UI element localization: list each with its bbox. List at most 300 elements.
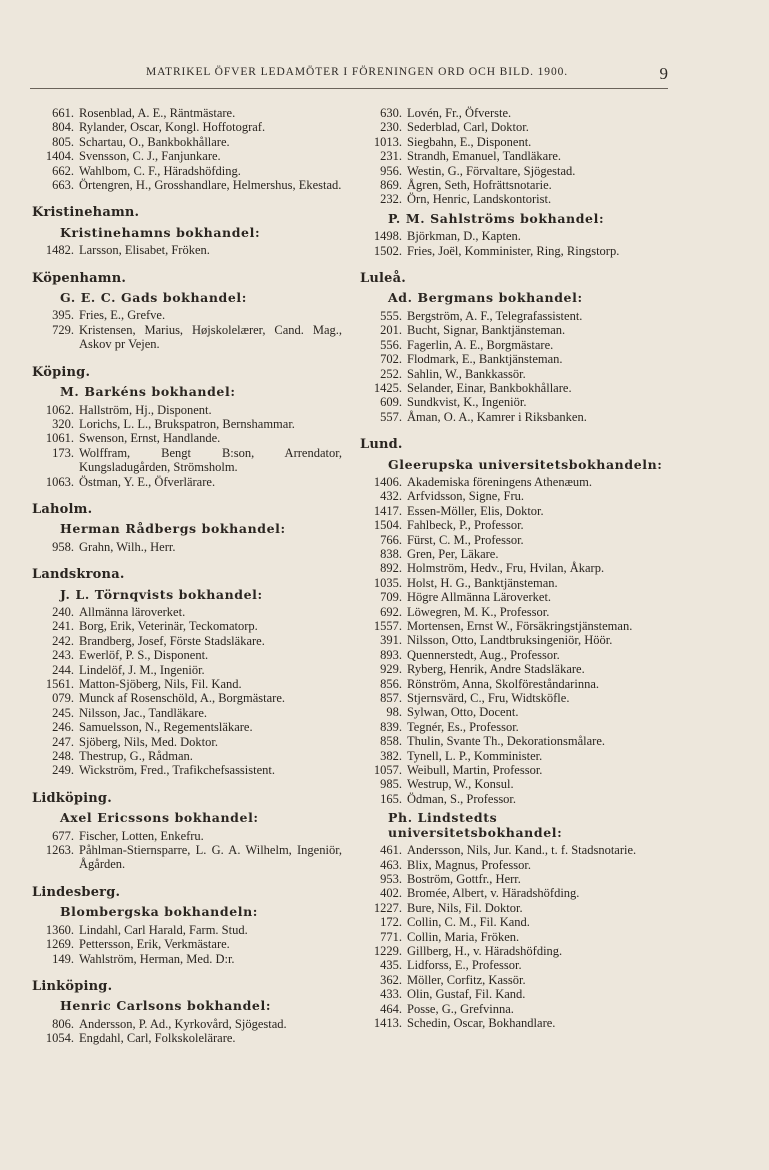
member-number: 249. (52, 763, 74, 778)
member-entry (32, 706, 342, 720)
member-name: Lindahl, Carl Harald, Farm. Stud. (79, 922, 248, 937)
member-name: Bergström, A. F., Telegrafassistent. (407, 308, 583, 323)
member-entry (32, 164, 342, 178)
member-number: 893. (380, 647, 402, 662)
member-entry (360, 338, 670, 352)
member-number: 1406. (373, 474, 402, 489)
section-block (360, 272, 670, 424)
member-name: Olin, Gustaf, Fil. Kand. (407, 987, 526, 1002)
member-number: 1482. (45, 243, 74, 258)
member-name: Wahlbom, C. F., Häradshöfding. (79, 163, 241, 178)
city-heading: Lidköping. (32, 790, 112, 806)
bookshop-heading: Gleerupska universitetsbokhandeln: (388, 456, 663, 472)
member-number: 692. (380, 604, 402, 619)
member-entry (32, 749, 342, 763)
member-number: 661. (52, 106, 74, 120)
member-number: 1561. (45, 677, 74, 691)
member-name: Lovén, Fr., Öfverste. (407, 106, 512, 120)
member-name: Siegbahn, E., Disponent. (407, 134, 532, 149)
member-number: 242. (52, 633, 74, 648)
member-name: Fürst, C. M., Professor. (407, 532, 524, 547)
member-number: 956. (380, 163, 402, 178)
member-number: 839. (380, 719, 402, 734)
member-name: Munck af Rosenschöld, A., Borgmästare. (79, 691, 285, 706)
member-number: 172. (380, 915, 402, 930)
member-name: Samuelsson, N., Regementsläkare. (79, 720, 253, 735)
member-entry (32, 720, 342, 734)
member-entry (360, 309, 670, 323)
member-number: 805. (52, 134, 74, 149)
bookshop-heading: G. E. C. Gads bokhandel: (60, 290, 247, 306)
section-block (360, 212, 670, 258)
bookshop-heading: Axel Ericssons bokhandel: (60, 810, 259, 826)
member-entry (360, 135, 670, 149)
member-entry (360, 619, 670, 633)
section-block (360, 811, 670, 1030)
member-entry (360, 749, 670, 763)
member-entry (360, 410, 670, 424)
member-number: 252. (380, 366, 402, 381)
member-number: 556. (380, 337, 402, 352)
member-name: Gren, Per, Läkare. (407, 546, 499, 561)
member-name: Wickström, Fred., Trafikchefsassistent. (79, 763, 276, 778)
member-name: Bucht, Signar, Banktjänsteman. (407, 323, 566, 338)
member-number: 1035. (373, 575, 402, 590)
member-number: 662. (52, 163, 74, 178)
section-block (32, 503, 342, 554)
member-number: 1063. (45, 474, 74, 489)
member-name: Westrup, W., Konsul. (407, 777, 514, 792)
member-number: 869. (380, 178, 402, 193)
section-block (32, 792, 342, 872)
member-name: Westin, G., Förvaltare, Sjögestad. (407, 163, 576, 178)
member-number: 464. (380, 1001, 402, 1016)
member-entry (360, 705, 670, 719)
member-name: Ewerlöf, P. S., Disponent. (79, 648, 209, 663)
member-number: 806. (52, 1016, 74, 1031)
bookshop-heading: Kristinehamns bokhandel: (60, 224, 261, 240)
member-number: 382. (380, 748, 402, 763)
section-block (32, 886, 342, 966)
member-name: Kristensen, Marius, Højskolelærer, Cand. Mag., Askov pr Vejen. (79, 322, 342, 352)
member-number: 402. (380, 886, 402, 901)
member-number: 663. (52, 178, 74, 193)
member-number: 247. (52, 734, 74, 749)
member-name: Svensson, C. J., Fanjunkare. (79, 149, 221, 164)
member-entry (360, 352, 670, 366)
member-entry (360, 973, 670, 987)
member-name: Fahlbeck, P., Professor. (407, 518, 524, 533)
member-entry (32, 540, 342, 554)
bookshop-heading: Ad. Bergmans bokhandel: (388, 290, 583, 306)
member-name: Flodmark, E., Banktjänsteman. (407, 352, 563, 367)
member-number: 892. (380, 561, 402, 576)
member-name: Örn, Henric, Landskontorist. (407, 192, 552, 207)
member-entry (360, 987, 670, 1001)
member-entry (360, 178, 670, 192)
member-name: Schartau, O., Bankbokhållare. (79, 134, 230, 149)
member-number: 201. (380, 323, 402, 338)
member-number: 320. (52, 416, 74, 431)
member-entry (32, 763, 342, 777)
member-number: 241. (52, 619, 74, 634)
member-entry (360, 777, 670, 791)
member-number: 232. (380, 192, 402, 207)
member-number: 838. (380, 546, 402, 561)
member-entry (360, 605, 670, 619)
member-name: Collin, Maria, Fröken. (407, 929, 520, 944)
member-entry (360, 648, 670, 662)
member-number: 557. (380, 409, 402, 424)
member-name: Schedin, Oscar, Bokhandlare. (407, 1015, 556, 1030)
member-entry (360, 590, 670, 604)
member-number: 630. (380, 106, 402, 120)
running-header: MATRIKEL ÖFVER LEDAMÖTER I FÖRENINGEN ORD OCH BILD. 1900. (145, 66, 569, 78)
member-number: 804. (52, 120, 74, 135)
member-number: 1557. (373, 619, 402, 633)
member-entry (360, 192, 670, 206)
member-name: Matton-Sjöberg, Nils, Fil. Kand. (79, 677, 242, 691)
city-heading: Lindesberg. (32, 884, 121, 900)
section-block (32, 568, 342, 778)
member-number: 433. (380, 987, 402, 1002)
member-name: Nilsson, Jac., Tandläkare. (79, 705, 208, 720)
member-name: Lidforss, E., Professor. (407, 958, 522, 973)
member-entry (360, 547, 670, 561)
member-name: Nilsson, Otto, Landtbruksingeniör, Höör. (407, 633, 613, 648)
member-number: 244. (52, 662, 74, 677)
member-number: 1504. (373, 518, 402, 533)
member-number: 985. (380, 777, 402, 792)
member-name: Tynell, L. P., Komminister. (407, 748, 543, 763)
bookshop-heading: Ph. Lindstedts universitetsbokhandel: (388, 810, 563, 840)
member-name: Sylwan, Otto, Docent. (407, 705, 519, 720)
member-number: 1502. (373, 243, 402, 258)
member-name: Hallström, Hj., Disponent. (79, 402, 212, 417)
member-number: 362. (380, 972, 402, 987)
member-number: 461. (380, 843, 402, 858)
member-entry (360, 489, 670, 503)
member-number: 432. (380, 489, 402, 504)
member-entry (360, 395, 670, 409)
member-entry (360, 633, 670, 647)
section-block (32, 272, 342, 352)
member-name: Strandh, Emanuel, Tandläkare. (407, 149, 562, 164)
member-name: Quennerstedt, Aug., Professor. (407, 647, 560, 662)
member-name: Lindelöf, J. M., Ingeniör. (79, 662, 205, 677)
member-number: 240. (52, 604, 74, 619)
member-name: Rosenblad, A. E., Räntmästare. (79, 106, 236, 120)
member-entry (360, 533, 670, 547)
member-entry (360, 720, 670, 734)
member-name: Sahlin, W., Bankkassör. (407, 366, 526, 381)
member-entry (32, 952, 342, 966)
member-entry (360, 229, 670, 243)
member-entry (32, 923, 342, 937)
member-number: 245. (52, 705, 74, 720)
member-number: 856. (380, 676, 402, 691)
member-name: Sjöberg, Nils, Med. Doktor. (79, 734, 219, 749)
bookshop-heading: M. Barkéns bokhandel: (60, 384, 236, 400)
member-name: Bure, Nils, Fil. Doktor. (407, 900, 523, 915)
member-number: 1425. (373, 380, 402, 395)
member-name: Högre Allmänna Läroverket. (407, 590, 552, 605)
section-block (360, 438, 670, 806)
member-name: Essen-Möller, Elis, Doktor. (407, 503, 544, 518)
member-number: 1404. (45, 149, 74, 164)
member-name: Swenson, Ernst, Handlande. (79, 431, 221, 446)
member-name: Fries, Joël, Komminister, Ring, Ringstorp. (407, 243, 620, 258)
member-number: 079. (52, 691, 74, 706)
member-entry (360, 677, 670, 691)
city-heading: Luleå. (360, 271, 406, 287)
member-number: 1413. (373, 1015, 402, 1030)
member-name: Stjernsvärd, C., Fru, Widtsköfle. (407, 691, 570, 706)
bookshop-heading: Herman Rådbergs bokhandel: (60, 521, 286, 537)
member-name: Bromée, Albert, v. Häradshöfding. (407, 886, 580, 901)
member-name: Posse, G., Grefvinna. (407, 1001, 514, 1016)
member-entry (360, 367, 670, 381)
member-number: 1269. (45, 937, 74, 952)
member-name: Thestrup, G., Rådman. (79, 749, 193, 764)
member-entry (360, 691, 670, 705)
member-name: Sundkvist, K., Ingeniör. (407, 395, 527, 410)
member-entry (360, 662, 670, 676)
member-number: 435. (380, 958, 402, 973)
member-name: Brandberg, Josef, Förste Stadsläkare. (79, 633, 265, 648)
member-number: 246. (52, 720, 74, 735)
city-heading: Linköping. (32, 978, 113, 994)
member-entry (32, 677, 342, 691)
section-block (32, 206, 342, 257)
member-name: Åman, O. A., Kamrer i Riksbanken. (407, 409, 587, 424)
member-number: 395. (52, 308, 74, 323)
member-entry (360, 244, 670, 258)
member-entry (360, 106, 670, 120)
member-entry (360, 915, 670, 929)
member-entry (32, 663, 342, 677)
member-number: 1062. (45, 402, 74, 417)
member-name: Björkman, D., Kapten. (407, 229, 521, 244)
member-entry (360, 792, 670, 806)
member-entry (32, 475, 342, 489)
member-entry (32, 634, 342, 648)
member-number: 1417. (373, 503, 402, 518)
member-name: Påhlman-Stiernsparre, L. G. A. Wilhelm, Ingeniör, Ågården. (79, 843, 342, 872)
member-number: 609. (380, 395, 402, 410)
city-heading: Köpenhamn. (32, 270, 127, 286)
member-entry (32, 417, 342, 431)
city-heading: Lund. (360, 437, 403, 453)
member-entry (32, 323, 342, 352)
member-entry (360, 149, 670, 163)
member-entry (32, 308, 342, 322)
member-entry (32, 149, 342, 163)
member-name: Grahn, Wilh., Herr. (79, 539, 176, 554)
member-number: 702. (380, 352, 402, 367)
member-entry (32, 619, 342, 633)
member-number: 1263. (45, 843, 74, 858)
member-number: 243. (52, 648, 74, 663)
member-entry (32, 243, 342, 257)
member-name: Borg, Erik, Veterinär, Teckomatorp. (79, 619, 258, 634)
member-name: Pettersson, Erik, Verkmästare. (79, 937, 230, 952)
member-name: Fischer, Lotten, Enkefru. (79, 828, 204, 843)
member-name: Ågren, Seth, Hofrättsnotarie. (407, 178, 552, 193)
member-name: Wolffram, Bengt B:son, Arrendator, Kungsladugården, Strömsholm. (79, 445, 342, 475)
right-column (360, 106, 670, 1032)
member-entry (32, 1017, 342, 1031)
member-entry (32, 403, 342, 417)
member-number: 729. (52, 322, 74, 337)
member-entry (360, 958, 670, 972)
member-name: Collin, C. M., Fil. Kand. (407, 915, 530, 930)
member-name: Ryberg, Henrik, Andre Stadsläkare. (407, 662, 585, 677)
member-entry (360, 561, 670, 575)
city-heading: Köping. (32, 364, 91, 380)
member-entry (32, 431, 342, 445)
city-heading: Landskrona. (32, 567, 125, 583)
member-number: 1227. (373, 900, 402, 915)
member-number: 677. (52, 828, 74, 843)
member-entry (360, 1016, 670, 1030)
bookshop-heading: Henric Carlsons bokhandel: (60, 998, 272, 1014)
member-entry (360, 763, 670, 777)
member-name: Boström, Gottfr., Herr. (407, 871, 521, 886)
member-entry (360, 381, 670, 395)
member-name: Blix, Magnus, Professor. (407, 857, 531, 872)
member-name: Weibull, Martin, Professor. (407, 763, 543, 778)
member-number: 709. (380, 590, 402, 605)
member-number: 149. (52, 951, 74, 966)
member-name: Rylander, Oscar, Kongl. Hoffotograf. (79, 120, 266, 135)
member-name: Arfvidsson, Signe, Fru. (407, 489, 525, 504)
section-block (360, 106, 670, 207)
member-entry (360, 858, 670, 872)
member-name: Selander, Einar, Bankbokhållare. (407, 380, 572, 395)
member-entry (32, 446, 342, 475)
bookshop-heading: J. L. Törnqvists bokhandel: (60, 586, 263, 602)
member-number: 1360. (45, 922, 74, 937)
member-number: 958. (52, 539, 74, 554)
member-name: Tegnér, Es., Professor. (407, 719, 519, 734)
member-entry (32, 106, 342, 120)
member-entry (360, 475, 670, 489)
member-entry (360, 734, 670, 748)
member-number: 1057. (373, 763, 402, 778)
member-name: Thulin, Svante Th., Dekorationsmålare. (407, 734, 605, 749)
member-name: Rönström, Anna, Skolföreståndarinna. (407, 676, 599, 691)
member-number: 555. (380, 308, 402, 323)
member-entry (360, 872, 670, 886)
member-name: Örtengren, H., Grosshandlare, Helmershus, Ekestad. (79, 178, 342, 193)
member-entry (360, 576, 670, 590)
member-entry (360, 323, 670, 337)
member-entry (32, 605, 342, 619)
left-column (32, 106, 342, 1048)
member-entry (360, 901, 670, 915)
member-name: Östman, Y. E., Öfverlärare. (79, 474, 216, 489)
member-entry (32, 135, 342, 149)
member-number: 230. (380, 120, 402, 135)
member-number: 173. (52, 445, 74, 460)
section-block (32, 980, 342, 1046)
member-name: Wahlström, Herman, Med. D:r. (79, 951, 235, 966)
member-entry (32, 691, 342, 705)
member-entry (32, 829, 342, 843)
member-number: 858. (380, 734, 402, 749)
member-name: Mortensen, Ernst W., Försäkringstjänsteman. (407, 619, 633, 633)
section-block (32, 106, 342, 192)
member-entry (32, 648, 342, 662)
member-name: Holmström, Hedv., Fru, Hvilan, Åkarp. (407, 561, 605, 576)
member-number: 929. (380, 662, 402, 677)
bookshop-heading: P. M. Sahlströms bokhandel: (388, 210, 605, 226)
member-number: 98. (386, 705, 402, 720)
member-name: Andersson, P. Ad., Kyrkovård, Sjögestad. (79, 1016, 287, 1031)
member-entry (360, 164, 670, 178)
member-number: 953. (380, 871, 402, 886)
member-number: 463. (380, 857, 402, 872)
member-entry (32, 120, 342, 134)
member-entry (360, 518, 670, 532)
section-block (32, 366, 342, 489)
member-number: 231. (380, 149, 402, 164)
member-name: Sederblad, Carl, Doktor. (407, 120, 529, 135)
member-name: Ödman, S., Professor. (407, 791, 517, 806)
member-number: 1061. (45, 431, 74, 446)
member-name: Andersson, Nils, Jur. Kand., t. f. Stadsnotarie. (407, 843, 637, 858)
member-name: Lorichs, L. L., Brukspatron, Bernshammar. (79, 416, 295, 431)
bookshop-heading: Blombergska bokhandeln: (60, 904, 259, 920)
member-entry (32, 937, 342, 951)
member-entry (32, 735, 342, 749)
member-name: Larsson, Elisabet, Fröken. (79, 243, 210, 258)
member-entry (360, 504, 670, 518)
member-name: Löwegren, M. K., Professor. (407, 604, 550, 619)
city-heading: Kristinehamn. (32, 205, 140, 221)
member-number: 1013. (373, 134, 402, 149)
member-name: Möller, Corfitz, Kassör. (407, 972, 526, 987)
member-number: 771. (380, 929, 402, 944)
member-name: Engdahl, Carl, Folkskolelärare. (79, 1031, 236, 1046)
member-number: 1498. (373, 229, 402, 244)
member-entry (32, 843, 342, 872)
member-number: 766. (380, 532, 402, 547)
member-number: 1054. (45, 1031, 74, 1046)
member-entry (360, 944, 670, 958)
member-name: Gillberg, H., v. Häradshöfding. (407, 943, 563, 958)
member-entry (32, 178, 342, 192)
member-number: 165. (380, 791, 402, 806)
member-number: 248. (52, 749, 74, 764)
member-entry (360, 930, 670, 944)
member-number: 391. (380, 633, 402, 648)
member-name: Fagerlin, A. E., Borgmästare. (407, 337, 554, 352)
member-number: 857. (380, 691, 402, 706)
member-entry (360, 120, 670, 134)
member-entry (32, 1031, 342, 1045)
header-rule (30, 88, 668, 89)
member-name: Fries, E., Grefve. (79, 308, 166, 323)
member-name: Allmänna läroverket. (79, 604, 186, 619)
member-entry (360, 1002, 670, 1016)
member-name: Akademiska föreningens Athenæum. (407, 474, 593, 489)
member-name: Holst, H. G., Banktjänsteman. (407, 575, 558, 590)
page-number: 9 (659, 64, 668, 83)
member-number: 1229. (373, 943, 402, 958)
city-heading: Laholm. (32, 501, 93, 517)
